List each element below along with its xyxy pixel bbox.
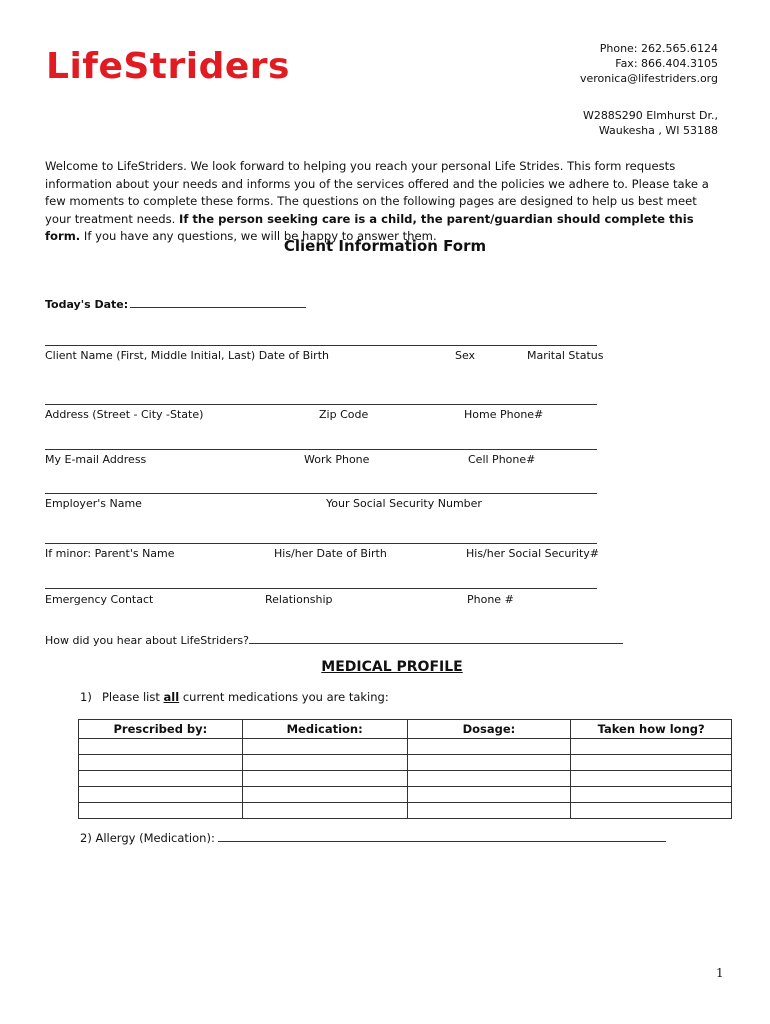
table-cell[interactable] <box>571 755 732 771</box>
medications-table <box>78 719 732 819</box>
question-text-end: current medications you are taking: <box>179 690 389 704</box>
table-cell[interactable] <box>242 803 407 819</box>
referral-label: How did you hear about LifeStriders? <box>45 634 249 647</box>
parent-ssn-label: His/her Social Security# <box>466 547 600 560</box>
intro-end-text: If you have any questions, we will be happy to answer them. <box>80 229 437 243</box>
table-cell[interactable] <box>571 803 732 819</box>
field-line[interactable] <box>45 493 597 494</box>
table-cell[interactable] <box>571 739 732 755</box>
table-cell[interactable] <box>79 755 243 771</box>
allergy-blank[interactable] <box>218 830 666 842</box>
allergy-label: 2) Allergy (Medication): <box>80 831 219 845</box>
table-row <box>79 739 732 755</box>
email-text: veronica@lifestriders.org <box>579 72 718 85</box>
table-cell[interactable] <box>407 771 571 787</box>
table-cell[interactable] <box>79 787 243 803</box>
sex-label: Sex <box>455 349 476 362</box>
medical-profile-title: MEDICAL PROFILE <box>321 659 463 675</box>
table-cell[interactable] <box>571 787 732 803</box>
work-phone-label: Work Phone <box>304 453 370 466</box>
todays-date-blank[interactable] <box>130 296 306 308</box>
field-line[interactable] <box>45 543 597 544</box>
referral-blank[interactable] <box>249 632 623 644</box>
table-cell[interactable] <box>571 771 732 787</box>
referral-field[interactable] <box>45 632 623 647</box>
intro-text: Welcome to LifeStriders. We look forward to helping you reach your personal Life Strides. This form requests information about your needs and informs you of the services offered and the policies we adhere to. Please take a few moments to complete these forms. The questions on the following pages are designed to help us best meet your treatment needs. <box>45 159 709 226</box>
medications-question <box>80 690 389 704</box>
allergy-field[interactable] <box>80 830 666 845</box>
relationship-label: Relationship <box>265 593 333 606</box>
employer-name-label: Employer's Name <box>45 497 142 510</box>
prescribed-by-header: Prescribed by: <box>79 720 243 739</box>
table-header-row <box>79 720 732 739</box>
medication-header: Medication: <box>242 720 407 739</box>
table-cell[interactable] <box>242 739 407 755</box>
dosage-header: Dosage: <box>407 720 571 739</box>
emergency-phone-label: Phone # <box>467 593 514 606</box>
table-cell[interactable] <box>242 787 407 803</box>
question-number: 1) <box>80 690 92 704</box>
fax-text: Fax: 866.404.3105 <box>615 57 718 70</box>
marital-status-label: Marital Status <box>527 349 604 362</box>
table-row <box>79 803 732 819</box>
parent-name-label: If minor: Parent's Name <box>45 547 175 560</box>
email-address-label: My E-mail Address <box>45 453 147 466</box>
table-row <box>79 755 732 771</box>
table-row <box>79 771 732 787</box>
todays-date-label: Today's Date: <box>45 298 129 311</box>
table-cell[interactable] <box>407 755 571 771</box>
ssn-label: Your Social Security Number <box>326 497 482 510</box>
client-name-label: Client Name (First, Middle Initial, Last) Date of Birth <box>45 349 329 362</box>
field-line[interactable] <box>45 404 597 405</box>
page-number: 1 <box>716 966 724 980</box>
table-cell[interactable] <box>79 739 243 755</box>
table-cell[interactable] <box>79 803 243 819</box>
question-text: Please list <box>102 690 164 704</box>
table-row <box>79 787 732 803</box>
field-line[interactable] <box>45 345 597 346</box>
question-emphasis: all <box>163 690 180 704</box>
table-cell[interactable] <box>407 787 571 803</box>
city-text: Waukesha , WI 53188 <box>598 124 718 137</box>
address-block <box>583 108 718 138</box>
street-text: W288S290 Elmhurst Dr., <box>582 109 718 122</box>
field-line[interactable] <box>45 588 597 589</box>
table-cell[interactable] <box>407 803 571 819</box>
taken-how-long-header: Taken how long? <box>571 720 732 739</box>
emergency-contact-label: Emergency Contact <box>45 593 154 606</box>
phone-text: Phone: 262.565.6124 <box>599 42 718 55</box>
address-label: Address (Street - City -State) <box>45 408 204 421</box>
table-cell[interactable] <box>79 771 243 787</box>
intro-paragraph <box>45 158 725 246</box>
table-cell[interactable] <box>242 755 407 771</box>
cell-phone-label: Cell Phone# <box>468 453 536 466</box>
parent-dob-label: His/her Date of Birth <box>274 547 387 560</box>
intro-bold-text: If the person seeking care is a child, the parent/guardian should complete this form. <box>45 211 694 243</box>
contact-block <box>580 41 718 86</box>
field-line[interactable] <box>45 449 597 450</box>
logo: LifeStriders <box>46 46 290 87</box>
zip-code-label: Zip Code <box>319 408 369 421</box>
form-title: Client Information Form <box>283 237 487 255</box>
table-cell[interactable] <box>407 739 571 755</box>
todays-date-field[interactable] <box>45 296 306 311</box>
table-cell[interactable] <box>242 771 407 787</box>
home-phone-label: Home Phone# <box>464 408 544 421</box>
